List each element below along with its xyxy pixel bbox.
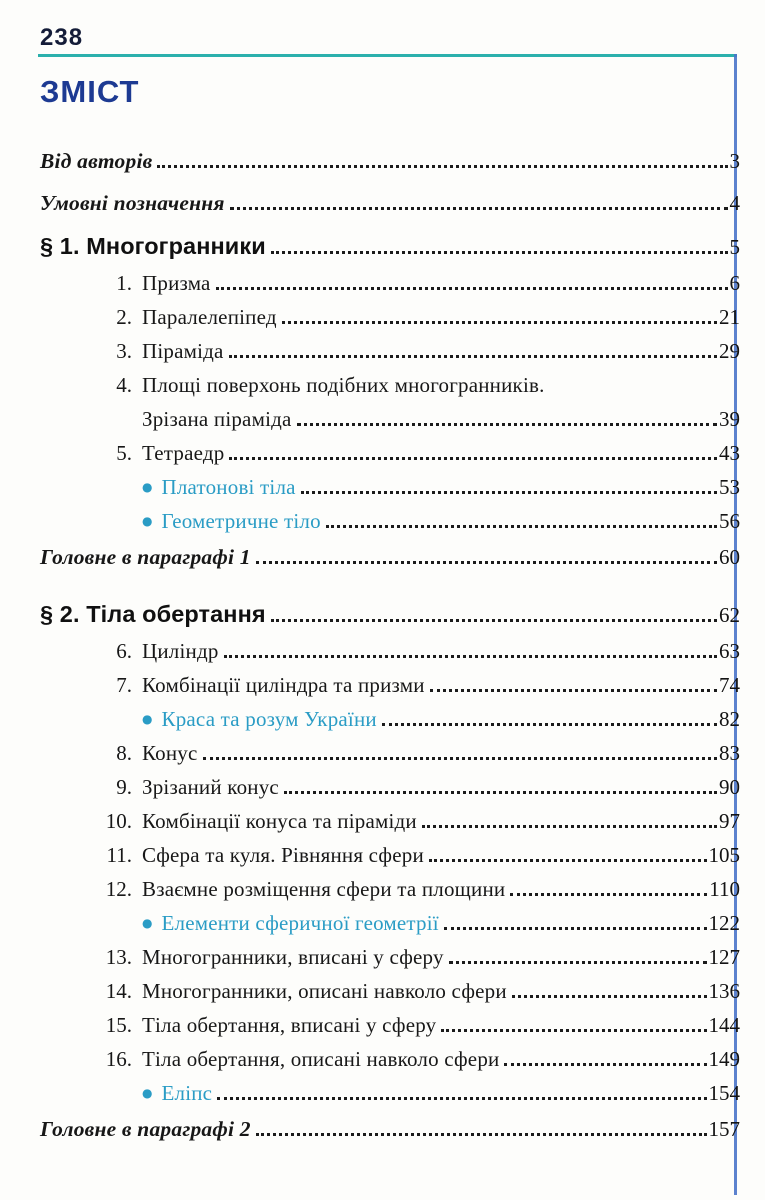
- entry-label: Тетраедр: [142, 441, 225, 465]
- entry-label: Площі поверхонь подібних многогранників.: [142, 373, 545, 397]
- item-number: 15.: [105, 1013, 132, 1037]
- page-ref: 136: [708, 979, 740, 1003]
- dot-leader: [444, 927, 707, 930]
- item-number: 7.: [116, 673, 132, 697]
- dot-leader: [224, 655, 717, 658]
- toc-row: [40, 906, 740, 940]
- dot-leader: [230, 207, 728, 210]
- toc-row: [40, 668, 740, 702]
- dot-leader: [203, 757, 717, 760]
- page-ref: 21: [719, 305, 740, 329]
- item-number: 16.: [105, 1047, 132, 1071]
- toc-row: [40, 736, 740, 770]
- toc-row: [40, 1042, 740, 1076]
- entry-label: Тіла обертання, вписані у сферу: [142, 1013, 437, 1037]
- dot-leader: [271, 251, 728, 254]
- page-ref: 83: [719, 741, 740, 765]
- page-ref: 110: [709, 877, 740, 901]
- toc-row: [40, 634, 740, 668]
- dot-leader: [256, 561, 717, 564]
- toc-row: [40, 538, 740, 576]
- toc-row: [40, 770, 740, 804]
- toc-list: [40, 140, 740, 1148]
- toc-row: [40, 702, 740, 736]
- entry-label: Многогранники, вписані у сферу: [142, 945, 444, 969]
- page-ref: 62: [719, 603, 740, 627]
- page-ref: 60: [719, 545, 740, 569]
- entry-label: Піраміда: [142, 339, 224, 363]
- toc-row: [40, 804, 740, 838]
- item-number: 9.: [116, 775, 132, 799]
- entry-label: Комбінації конуса та піраміди: [142, 809, 417, 833]
- dot-leader: [297, 423, 717, 426]
- entry-label: Елементи сферичної геометрії: [161, 911, 439, 935]
- item-number: 6.: [116, 639, 132, 663]
- dot-leader: [449, 961, 707, 964]
- item-number: 1.: [116, 271, 132, 295]
- page-ref: 149: [708, 1047, 740, 1071]
- toc-row: [40, 140, 740, 182]
- item-number: 5.: [116, 441, 132, 465]
- page-ref: 29: [719, 339, 740, 363]
- contents-title: ЗМІСТ: [40, 74, 140, 109]
- toc-row: [40, 470, 740, 504]
- entry-label: Геометричне тіло: [161, 509, 321, 533]
- item-number: 4.: [116, 373, 132, 397]
- entry-label: Головне в параграфі 1: [40, 545, 251, 569]
- entry-label: Паралелепіпед: [142, 305, 277, 329]
- toc-row: [40, 226, 740, 266]
- item-number: 11.: [106, 843, 132, 867]
- item-number: 12.: [105, 877, 132, 901]
- bullet-icon: ●: [142, 514, 153, 528]
- toc-row: [40, 402, 740, 436]
- toc-row: [40, 334, 740, 368]
- dot-leader: [430, 689, 717, 692]
- entry-label: Краса та розум України: [161, 707, 377, 731]
- toc-row: [40, 436, 740, 470]
- dot-leader: [441, 1029, 706, 1032]
- bullet-icon: ●: [142, 480, 153, 494]
- entry-label: Многогранники, описані навколо сфери: [142, 979, 507, 1003]
- dot-leader: [326, 525, 717, 528]
- entry-label: Головне в параграфі 2: [40, 1117, 251, 1141]
- page-ref: 122: [708, 911, 740, 935]
- toc-row: [40, 872, 740, 906]
- entry-label: Платонові тіла: [161, 475, 296, 499]
- page-ref: 105: [708, 843, 740, 867]
- page-ref: 90: [719, 775, 740, 799]
- item-number: 2.: [116, 305, 132, 329]
- page-ref: 127: [708, 945, 740, 969]
- bullet-icon: ●: [142, 1086, 153, 1100]
- dot-leader: [271, 619, 717, 622]
- entry-label: Комбінації циліндра та призми: [142, 673, 425, 697]
- entry-label: Циліндр: [142, 639, 219, 663]
- toc-row: [40, 300, 740, 334]
- entry-label: § 1. Многогранники: [40, 233, 266, 259]
- header-rule: [38, 54, 737, 57]
- dot-leader: [157, 165, 727, 168]
- toc-row: [40, 266, 740, 300]
- dot-leader: [256, 1133, 707, 1136]
- dot-leader: [284, 791, 717, 794]
- dot-leader: [382, 723, 717, 726]
- page-ref: 53: [719, 475, 740, 499]
- page-ref: 43: [719, 441, 740, 465]
- toc-row: [40, 1076, 740, 1110]
- dot-leader: [229, 457, 717, 460]
- page-ref: 5: [729, 235, 740, 259]
- item-number: 3.: [116, 339, 132, 363]
- toc-row: [40, 940, 740, 974]
- dot-leader: [429, 859, 707, 862]
- dot-leader: [216, 287, 728, 290]
- toc-row: [40, 1110, 740, 1148]
- dot-leader: [504, 1063, 706, 1066]
- page-ref: 3: [729, 149, 740, 173]
- page-ref: 63: [719, 639, 740, 663]
- entry-label: Від авторів: [40, 149, 153, 173]
- page-ref: 82: [719, 707, 740, 731]
- page-ref: 144: [708, 1013, 740, 1037]
- page-ref: 56: [719, 509, 740, 533]
- entry-label: Еліпс: [161, 1081, 213, 1105]
- entry-label: Умовні позначення: [40, 191, 225, 215]
- toc-row: [40, 594, 740, 634]
- dot-leader: [422, 825, 717, 828]
- bullet-icon: ●: [142, 916, 153, 930]
- page-ref: 39: [719, 407, 740, 431]
- page-ref: 6: [729, 271, 740, 295]
- page-ref: 74: [719, 673, 740, 697]
- toc-row: [40, 182, 740, 224]
- toc-row: [40, 368, 740, 402]
- page-ref: 157: [708, 1117, 740, 1141]
- entry-label: Зрізана піраміда: [142, 407, 292, 431]
- entry-label: Конус: [142, 741, 198, 765]
- dot-leader: [282, 321, 717, 324]
- entry-label: Тіла обертання, описані навколо сфери: [142, 1047, 500, 1071]
- page-number: 238: [40, 24, 84, 51]
- entry-label: Зрізаний конус: [142, 775, 279, 799]
- entry-label: § 2. Тіла обертання: [40, 601, 266, 627]
- entry-label: Призма: [142, 271, 211, 295]
- item-number: 8.: [116, 741, 132, 765]
- toc-row: [40, 838, 740, 872]
- dot-leader: [217, 1097, 706, 1100]
- dot-leader: [301, 491, 717, 494]
- dot-leader: [229, 355, 717, 358]
- item-number: 13.: [105, 945, 132, 969]
- toc-row: [40, 974, 740, 1008]
- page-ref: 4: [729, 191, 740, 215]
- entry-label: Сфера та куля. Рівняння сфери: [142, 843, 424, 867]
- item-number: 14.: [105, 979, 132, 1003]
- toc-row: [40, 504, 740, 538]
- item-number: 10.: [105, 809, 132, 833]
- entry-label: Взаємне розміщення сфери та площини: [142, 877, 506, 901]
- dot-leader: [512, 995, 707, 998]
- toc-row: [40, 1008, 740, 1042]
- page-ref: 97: [719, 809, 740, 833]
- bullet-icon: ●: [142, 712, 153, 726]
- page-ref: 154: [708, 1081, 740, 1105]
- dot-leader: [510, 893, 707, 896]
